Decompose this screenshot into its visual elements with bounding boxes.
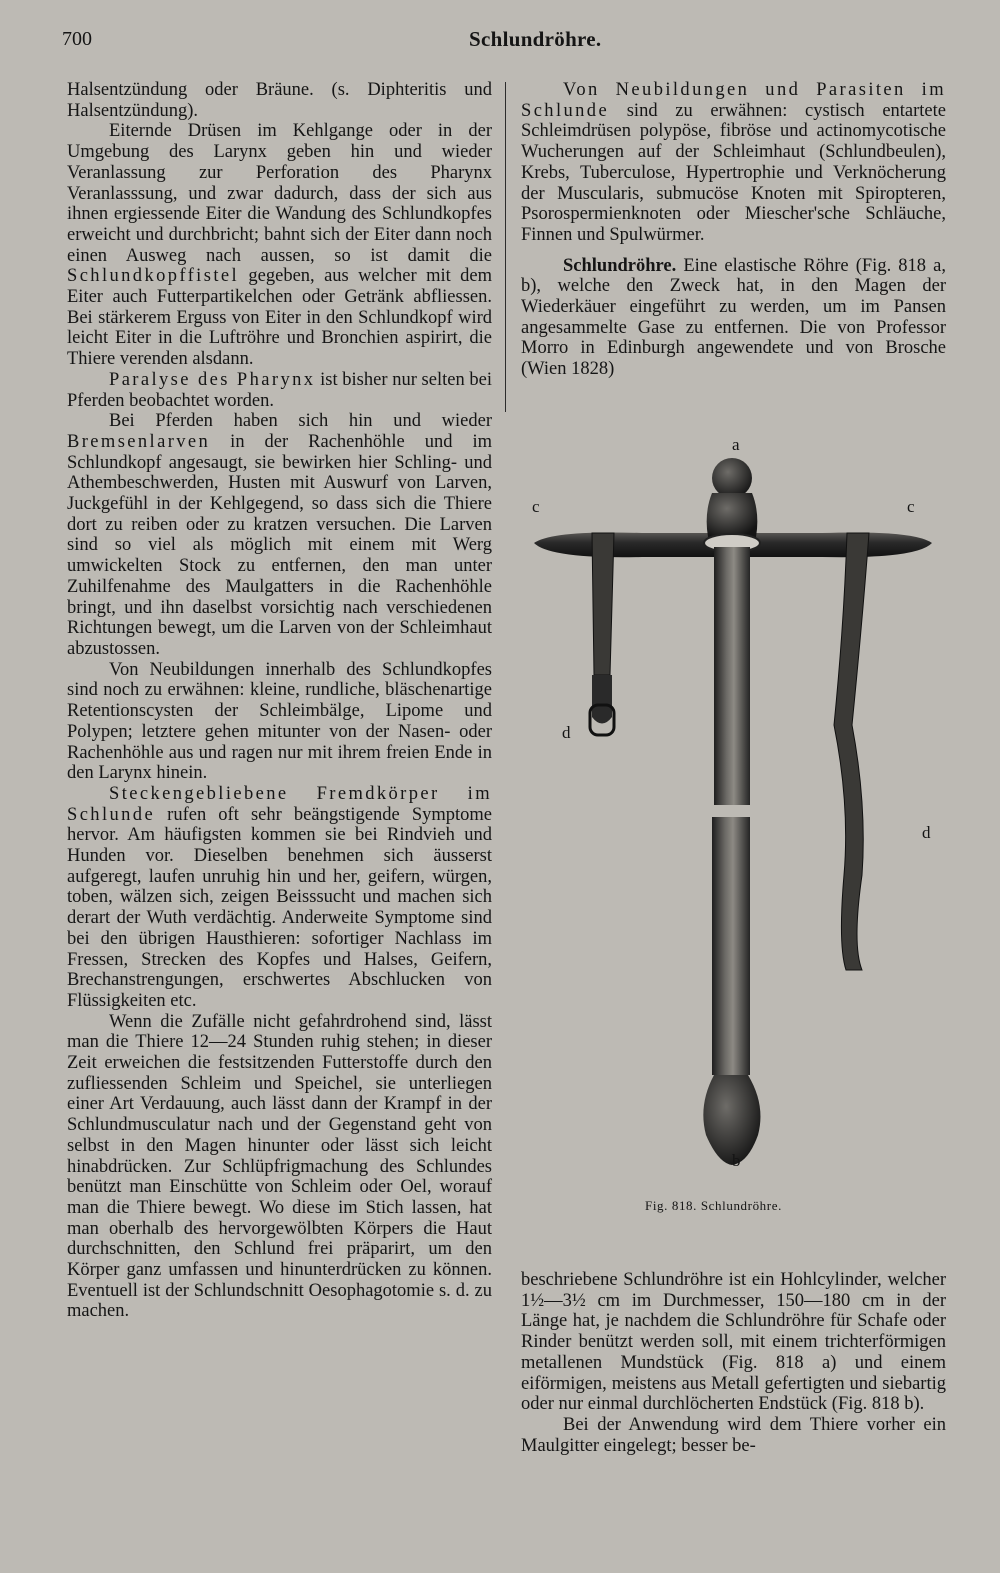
mouthpiece-knob: [712, 458, 752, 498]
left-column: [67, 80, 492, 1322]
paragraph: beschriebene Schlundröhre ist ein Hohlcylinder, welcher 1½—3½ cm im Durchmesser, 150—180 cm in der Länge hat, je nachdem die Schlundröhre für Schafe oder Rinder benützt werden soll, mit einem trichterförmigen metallenen Mundstück (Fig. 818 a) und einem eiförmigen, meistens aus Metall gefertigten und siebartig oder nur einmal durchlöcherten Endstück (Fig. 818 b).: [521, 1270, 946, 1415]
paragraph: Bei Pferden haben sich hin und wieder Bremsenlarven in der Rachenhöhle und im Schlundkopf angesaugt, sie bewirken hier Schling- und Athembeschwerden, Husten mit Auswurf von Larven, Juckgefühl in der Kehlgegend, so dass sich die Thiere dort zu reiben oder zu kratzen versuchen. Die Larven sind so viel als möglich mit einem mit Werg umwickelten Stock zu entfernen, den man unter Zuhilfenahme des Maulgatters in die Rachenhöhle bringt, und ihn daselbst vorsichtig nach verschiedenen Richtungen bewegt, um die Larven von der Schleimhaut abzustossen.: [67, 411, 492, 659]
right-column-bottom: [521, 1270, 946, 1456]
figure-818: [522, 425, 942, 1215]
running-head: Schlundröhre.: [469, 27, 602, 51]
label-b: b: [732, 1151, 741, 1170]
label-d-right: d: [922, 823, 931, 842]
paragraph: Eiternde Drüsen im Kehlgange oder in der Umgebung des Larynx geben hin und wieder Veranlassung zur Perforation des Pharynx Veranlasssung, und zwar dadurch, dass der sich aus ihnen ergiessende Eiter die Wandung des Schlundkopfes erweicht und durchbricht; bahnt sich der Eiter dann noch einen Ausweg nach aussen, so ist damit die Schlundkopffistel gegeben, aus welcher mit dem Eiter auch Futterpartikelchen oder Getränk abfliessen. Bei stärkerem Erguss von Eiter in den Schlundkopf wird leicht Eiter in die Luftröhre und Bronchien aspirirt, die Thiere verenden alsdann.: [67, 121, 492, 370]
schlundroehre-illustration: [522, 425, 942, 1215]
paragraph: Schlundröhre. Eine elastische Röhre (Fig. 818 a, b), welche den Zweck hat, in den Magen der Wiederkäuer eingeführt zu werden, um im Pansen angesammelte Gase zu entfernen. Die von Professor Morro in Edinburgh angewendete und von Brosche (Wien 1828): [521, 255, 946, 380]
right-strap: [834, 533, 869, 970]
left-strap-tip: [592, 675, 612, 724]
paragraph: Steckengebliebene Fremdkörper im Schlunde rufen oft sehr beängstigende Symptome hervor. Am häufigsten kommen sie bei Rindvieh und Hunden vor. Dieselben benehmen sich äusserst aufgeregt, laufen unruhig hin und her, geifern, würgen, toben, wälzen sich, zeigen Beisssucht und machen sich derart der Wuth verdächtig. Anderweite Symptome sind bei den übrigen Hausthieren: sofortiger Nachlass im Fressen, Strecken des Kopfes und Halses, Geifern, Brechanstrengungen, erschwertes Abschlucken von Flüssigkeiten etc.: [67, 783, 492, 1011]
paragraph: Bei der Anwendung wird dem Thiere vorher ein Maulgitter eingelegt; besser be-: [521, 1414, 946, 1456]
label-c-left: c: [532, 497, 540, 516]
label-a: a: [732, 435, 740, 454]
label-d-left: d: [562, 723, 571, 742]
tube-lower: [712, 817, 750, 1075]
paragraph: Von Neubildungen und Parasiten im Schlunde sind zu erwähnen: cystisch entartete Schleimdrüsen polypöse, fibröse und actinomycotische Wucherungen auf der Schleimhaut (Schlundbeulen), Krebs, Tuberculose, Hypertrophie und Verknöcherung der Muscularis, submucöse Knoten mit Spiropteren, Psorospermienknoten oder Miescher'sche Schläuche, Finnen und Spulwürmer.: [521, 80, 946, 245]
figure-caption: Fig. 818. Schlundröhre.: [645, 1198, 782, 1213]
tube-upper: [714, 547, 750, 805]
right-column-top: [521, 80, 946, 380]
label-c-right: c: [907, 497, 915, 516]
column-rule: [505, 82, 506, 412]
left-strap: [592, 533, 614, 675]
paragraph: Von Neubildungen innerhalb des Schlundkopfes sind noch zu erwähnen: kleine, rundliche, bläschenartige Retentionscysten der Schleimbälge, Lipome und Polypen; letztere gehen mitunter von der Nasen- oder Rachenhöhle aus und ragen nur mit ihrem freien Ende in den Larynx hinein.: [67, 659, 492, 784]
page-number: 700: [62, 28, 92, 50]
paragraph: Paralyse des Pharynx ist bisher nur selten bei Pferden beobachtet worden.: [67, 369, 493, 411]
mouthpiece-funnel: [707, 493, 758, 537]
paragraph: Halsentzündung oder Bräune. (s. Diphteritis und Halsentzündung).: [67, 80, 492, 121]
paragraph: Wenn die Zufälle nicht gefahrdrohend sind, lässt man die Thiere 12—24 Stunden ruhig stehen; in dieser Zeit erweichen die festsitzenden Futterstoffe durch den zufliessenden Schleim und Speichel, sie unterliegen einer Art Verdauung, auch lässt dann der Krampf in der Schlundmusculatur nach und der Gegenstand geht von selbst in den Magen hinunter oder lässt sich leicht hinabdrücken. Zur Schlüpfrigmachung des Schlundes benützt man Einschütte von Schleim oder Oel, worauf man die Thiere bewegt. Wo diese im Stich lassen, hat man oberhalb des hervorgewölbten Körpers die Haut durchschnitten, den Schlund frei präparirt, um den Körper ganz umfassen und hinunterdrücken zu können. Eventuell ist der Schlundschnitt Oesophagotomie s. d. zu machen.: [67, 1011, 492, 1322]
